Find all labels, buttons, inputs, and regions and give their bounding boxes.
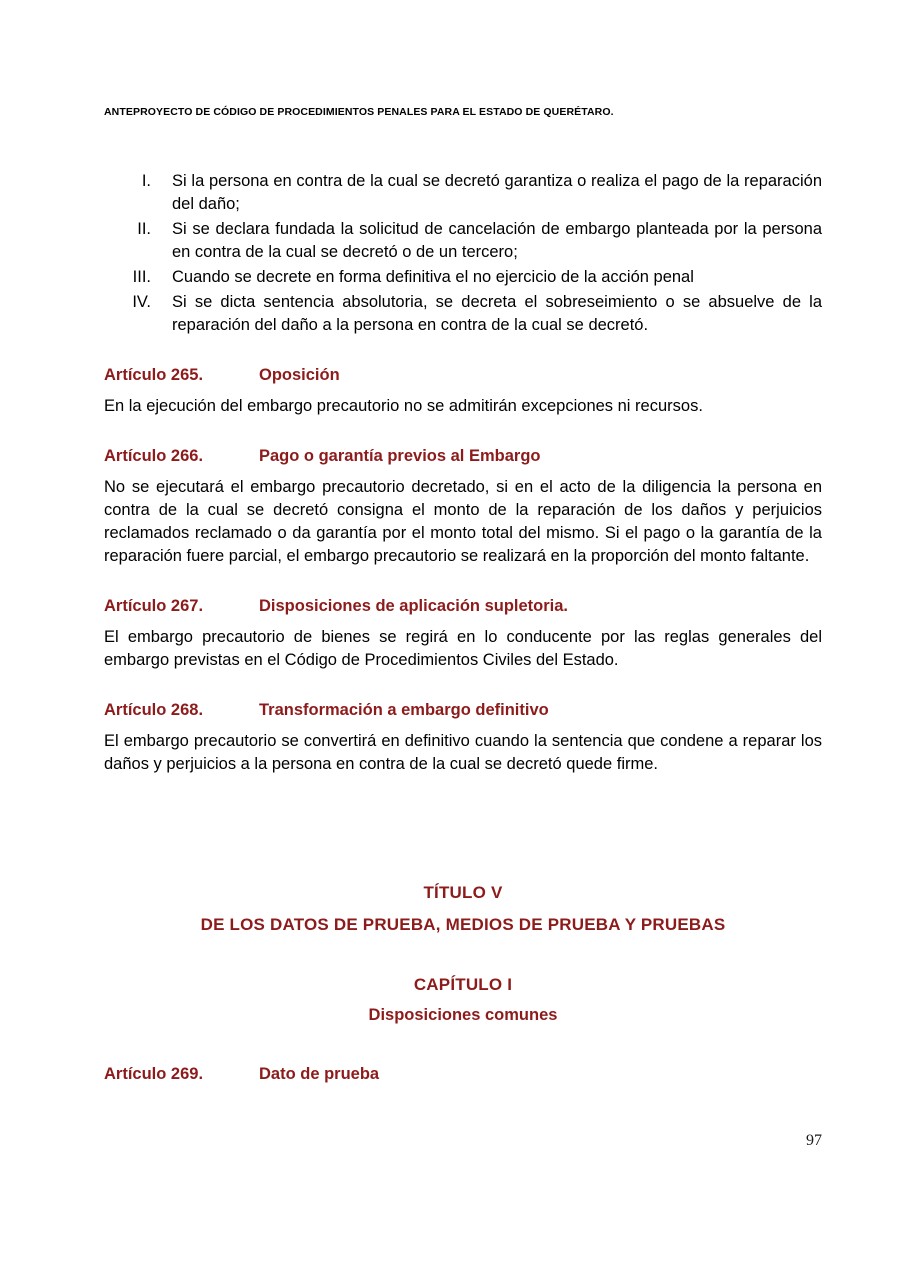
- list-item-text: Si la persona en contra de la cual se decretó garantiza o realiza el pago de la reparación del daño;: [172, 172, 822, 213]
- list-item: [104, 291, 822, 337]
- capitulo-spacer: [104, 936, 822, 973]
- article-title: Oposición: [259, 366, 340, 384]
- article-number: Artículo 265.: [104, 366, 204, 384]
- article-number: Artículo 268.: [104, 701, 204, 719]
- capitulo-roman: CAPÍTULO I: [413, 974, 513, 994]
- article-heading-267: [104, 595, 822, 618]
- article-title: Transformación a embargo definitivo: [259, 701, 549, 719]
- running-header: ANTEPROYECTO DE CÓDIGO DE PROCEDIMIENTOS PENALES PARA EL ESTADO DE QUERÉTARO.: [104, 106, 614, 118]
- titulo-block: [104, 881, 822, 936]
- article-body-268: El embargo precautorio se convertirá en definitivo cuando la sentencia que condene a reparar los daños y perjuicios a la persona en contra de la cual se decretó quede firme.: [104, 732, 822, 773]
- page-number: 97: [806, 1132, 822, 1149]
- list-item: [104, 170, 822, 216]
- list-item-marker: III.: [132, 268, 151, 286]
- article-title: Disposiciones de aplicación supletoria.: [259, 597, 569, 615]
- article-spacer: [104, 1027, 822, 1063]
- list-item: [104, 266, 822, 289]
- list-item: [104, 218, 822, 264]
- article-heading-269: [104, 1063, 822, 1086]
- list-item-marker: I.: [141, 172, 151, 190]
- section-spacer: [104, 793, 822, 881]
- list-item-text: Si se declara fundada la solicitud de cancelación de embargo planteada por la persona en contra de la cual se decretó o de un tercero;: [172, 220, 822, 261]
- article-body-267: El embargo precautorio de bienes se regirá en lo conducente por las reglas generales del embargo previstas en el Código de Procedimientos Civiles del Estado.: [104, 628, 822, 669]
- article-number: Artículo 266.: [104, 447, 204, 465]
- article-heading-266: [104, 445, 822, 468]
- fraction-list: [104, 170, 822, 337]
- list-item-text: Cuando se decrete en forma definitiva el no ejercicio de la acción penal: [172, 268, 694, 286]
- list-item-text: Si se dicta sentencia absolutoria, se decreta el sobreseimiento o se absuelve de la reparación del daño a la persona en contra de la cual se decretó.: [172, 293, 822, 334]
- capitulo-block: [104, 973, 822, 1027]
- article-title: Dato de prueba: [259, 1064, 380, 1083]
- article-heading-265: [104, 364, 822, 387]
- titulo-roman: TÍTULO V: [423, 882, 503, 902]
- article-body-266: No se ejecutará el embargo precautorio decretado, si en el acto de la diligencia la persona en contra de la cual se decretó consigna el monto de la reparación de los daños y perjuicios reclamados reclamado o da garantía por el monto total del mismo. Si el pago o la garantía de la reparación fuere parcial, el embargo precautorio se realizará en la proporción del monto faltante.: [104, 478, 822, 565]
- list-item-marker: IV.: [132, 293, 151, 311]
- article-title: Pago o garantía previos al Embargo: [259, 447, 541, 465]
- article-number: Artículo 267.: [104, 597, 204, 615]
- article-body-265: En la ejecución del embargo precautorio no se admitirán excepciones ni recursos.: [104, 397, 703, 415]
- capitulo-name: Disposiciones comunes: [368, 1005, 558, 1024]
- titulo-name: DE LOS DATOS DE PRUEBA, MEDIOS DE PRUEBA Y PRUEBAS: [200, 914, 726, 934]
- page-content: [104, 170, 822, 1086]
- article-heading-268: [104, 699, 822, 722]
- article-number: Artículo 269.: [104, 1064, 204, 1083]
- list-item-marker: II.: [137, 220, 151, 238]
